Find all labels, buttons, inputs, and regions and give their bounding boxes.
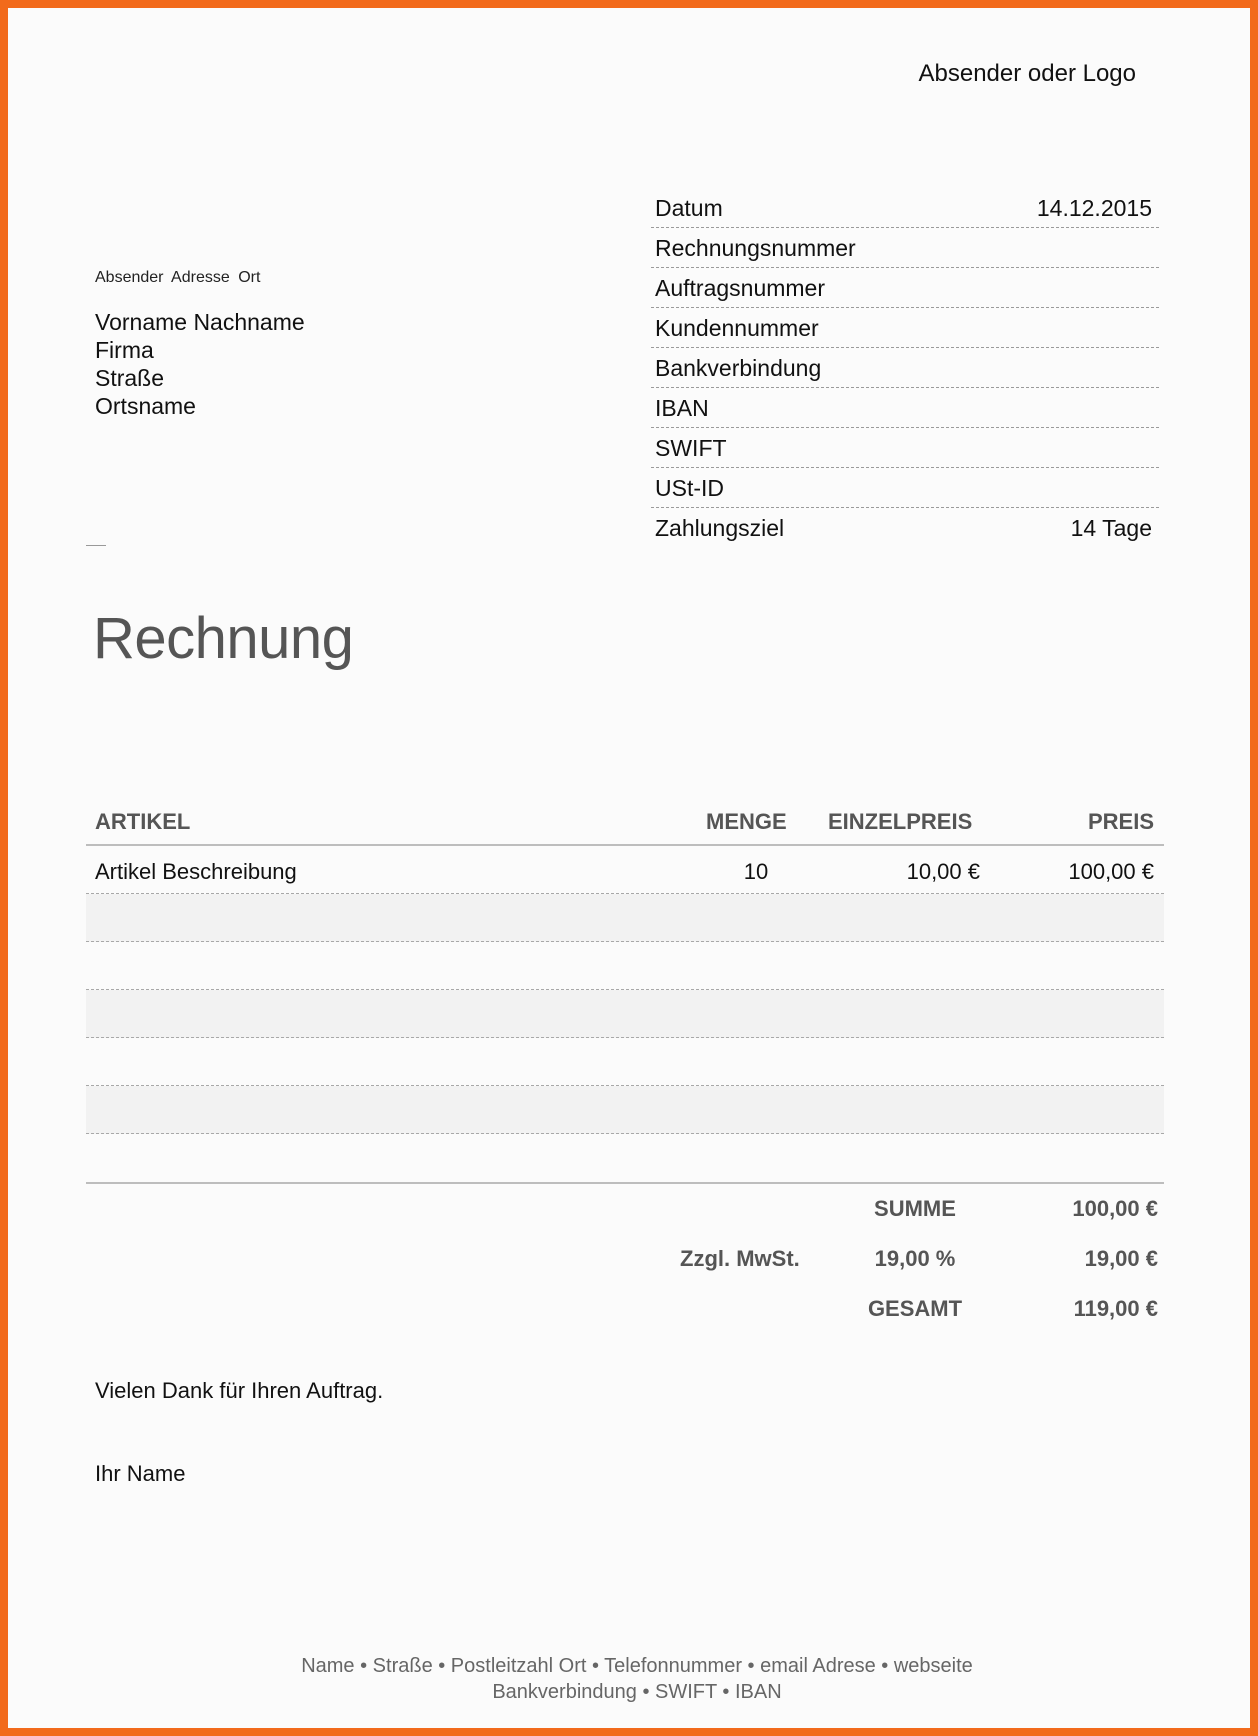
meta-label: Bankverbindung	[655, 354, 822, 381]
sender-logo-placeholder: Absender oder Logo	[918, 60, 1136, 87]
meta-label: Datum	[655, 194, 723, 221]
header-price: PREIS	[1087, 809, 1154, 834]
header-article: ARTIKEL	[95, 809, 191, 834]
meta-value: 14.12.2015	[1036, 194, 1152, 221]
recipient-company: Firma	[95, 337, 154, 363]
totals-vat-row	[648, 1241, 1158, 1291]
totals-block	[648, 1191, 1158, 1341]
meta-row-swift	[651, 429, 1159, 468]
table-row	[86, 894, 1164, 942]
meta-row-invoice-number	[651, 229, 1159, 268]
meta-label: Zahlungsziel	[655, 515, 785, 541]
total-label: GESAMT	[867, 1296, 963, 1321]
meta-label: Auftragsnummer	[655, 274, 826, 301]
recipient-street: Straße	[95, 365, 165, 391]
vat-value: 19,00 €	[1084, 1246, 1158, 1271]
table-end-rule	[86, 1182, 1164, 1184]
meta-label: SWIFT	[655, 434, 727, 461]
meta-row-vat-id	[651, 469, 1159, 508]
table-row	[86, 846, 1164, 894]
recipient-address	[95, 308, 305, 420]
total-value: 119,00 €	[1073, 1296, 1158, 1321]
meta-row-order-number	[651, 269, 1159, 308]
signature-name: Ihr Name	[95, 1461, 186, 1486]
cell-quantity: 10	[743, 859, 769, 884]
meta-row-date	[651, 189, 1159, 228]
fold-mark	[86, 545, 106, 546]
footer-bank-line: Bankverbindung • SWIFT • IBAN	[492, 1681, 782, 1703]
line-items-table	[86, 800, 1164, 1134]
table-row	[86, 942, 1164, 990]
invoice-meta-table	[651, 189, 1159, 548]
meta-value: 14 Tage	[1070, 515, 1152, 541]
meta-label: Kundennummer	[655, 314, 819, 341]
recipient-name: Vorname Nachname	[95, 309, 305, 335]
meta-label: Rechnungsnummer	[655, 234, 856, 261]
header-quantity: MENGE	[706, 809, 787, 834]
table-header	[86, 800, 1164, 846]
meta-row-iban	[651, 389, 1159, 428]
recipient-city: Ortsname	[95, 393, 196, 419]
cell-article: Artikel Beschreibung	[95, 859, 297, 884]
table-row	[86, 990, 1164, 1038]
invoice-title: Rechnung	[93, 606, 354, 671]
meta-row-payment-term	[651, 509, 1159, 548]
totals-sum-row	[648, 1191, 1158, 1241]
cell-unit-price: 10,00 €	[906, 859, 980, 884]
vat-rate: 19,00 %	[874, 1246, 956, 1271]
table-row	[86, 1086, 1164, 1134]
cell-price: 100,00 €	[1068, 859, 1154, 884]
sum-label: SUMME	[874, 1196, 956, 1221]
thank-you-note: Vielen Dank für Ihren Auftrag.	[95, 1378, 384, 1403]
footer-contact-line: Name • Straße • Postleitzahl Ort • Telefonnummer • email Adrese • webseite	[301, 1655, 973, 1677]
meta-row-bank	[651, 349, 1159, 388]
sum-value: 100,00 €	[1072, 1196, 1158, 1221]
header-unit-price: EINZELPREIS	[828, 809, 973, 834]
sender-address-line: Absender Adresse Ort	[95, 269, 261, 286]
footer	[8, 1653, 1258, 1705]
meta-label: USt-ID	[655, 474, 724, 501]
vat-label: Zzgl. MwSt.	[680, 1246, 800, 1271]
totals-grand-row	[648, 1291, 1158, 1341]
meta-label: IBAN	[655, 394, 709, 421]
table-row	[86, 1038, 1164, 1086]
meta-row-customer-number	[651, 309, 1159, 348]
